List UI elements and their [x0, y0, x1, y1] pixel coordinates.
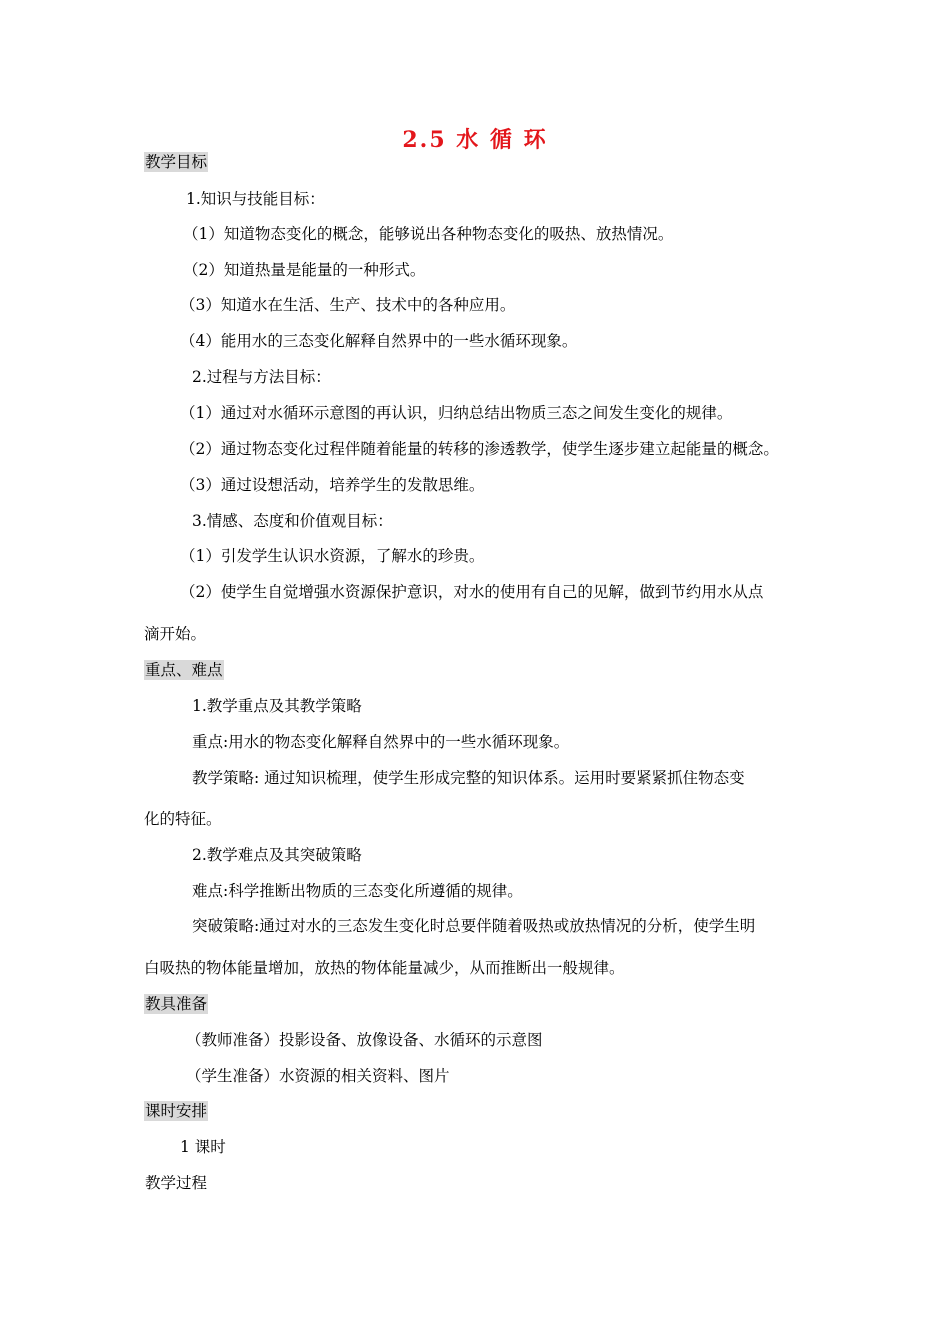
goals-line: （4）能用水的三态变化解释自然界中的一些水循环现象。	[180, 332, 578, 350]
goals-line: （3）通过设想活动，培养学生的发散思维。	[180, 476, 485, 494]
goals-line: （2）通过物态变化过程伴随着能量的转移的渗透教学，使学生逐步建立起能量的概念。	[180, 440, 779, 458]
section-heading-goals: 教学目标	[145, 153, 208, 171]
key-points-line: 化的特征。	[144, 810, 222, 828]
goals-line: （3）知道水在生活、生产、技术中的各种应用。	[180, 296, 516, 314]
goals-line: 2.过程与方法目标：	[192, 368, 331, 386]
document-title: 2.5 水 循 环	[402, 127, 548, 153]
key-points-line: 重点:用水的物态变化解释自然界中的一些水循环现象。	[192, 733, 570, 751]
goals-line: 3.情感、态度和价值观目标：	[192, 512, 393, 530]
key-points-line: 突破策略:通过对水的三态发生变化时总要伴随着吸热或放热情况的分析，使学生明	[192, 917, 756, 935]
key-points-line: 教学策略: 通过知识梳理，使学生形成完整的知识体系。运用时要紧紧抓住物态变	[192, 769, 745, 787]
key-points-line: 难点:科学推断出物质的三态变化所遵循的规律。	[192, 882, 523, 900]
section-heading-materials: 教具准备	[145, 995, 208, 1013]
key-points-line: 1.教学重点及其教学策略	[192, 697, 362, 715]
goals-line: 1.知识与技能目标：	[186, 190, 325, 208]
goals-line: （1）引发学生认识水资源，了解水的珍贵。	[180, 547, 485, 565]
key-points-line: 白吸热的物体能量增加，放热的物体能量减少，从而推断出一般规律。	[144, 959, 625, 977]
materials-line: （教师准备）投影设备、放像设备、水循环的示意图	[186, 1031, 543, 1049]
goals-line: （2）使学生自觉增强水资源保护意识，对水的使用有自己的见解，做到节约用水从点	[180, 583, 764, 601]
materials-line: （学生准备）水资源的相关资料、图片	[186, 1067, 450, 1085]
goals-line: （1）知道物态变化的概念，能够说出各种物态变化的吸热、放热情况。	[183, 225, 674, 243]
section-heading-key-points: 重点、难点	[145, 661, 223, 679]
key-points-line: 2.教学难点及其突破策略	[192, 846, 362, 864]
section-heading-process: 教学过程	[145, 1174, 208, 1192]
goals-line: 滴开始。	[144, 625, 207, 643]
section-heading-schedule: 课时安排	[145, 1102, 208, 1120]
goals-line: （2）知道热量是能量的一种形式。	[183, 261, 426, 279]
goals-line: （1）通过对水循环示意图的再认识，归纳总结出物质三态之间发生变化的规律。	[180, 404, 733, 422]
schedule-line: 1 课时	[180, 1138, 226, 1156]
